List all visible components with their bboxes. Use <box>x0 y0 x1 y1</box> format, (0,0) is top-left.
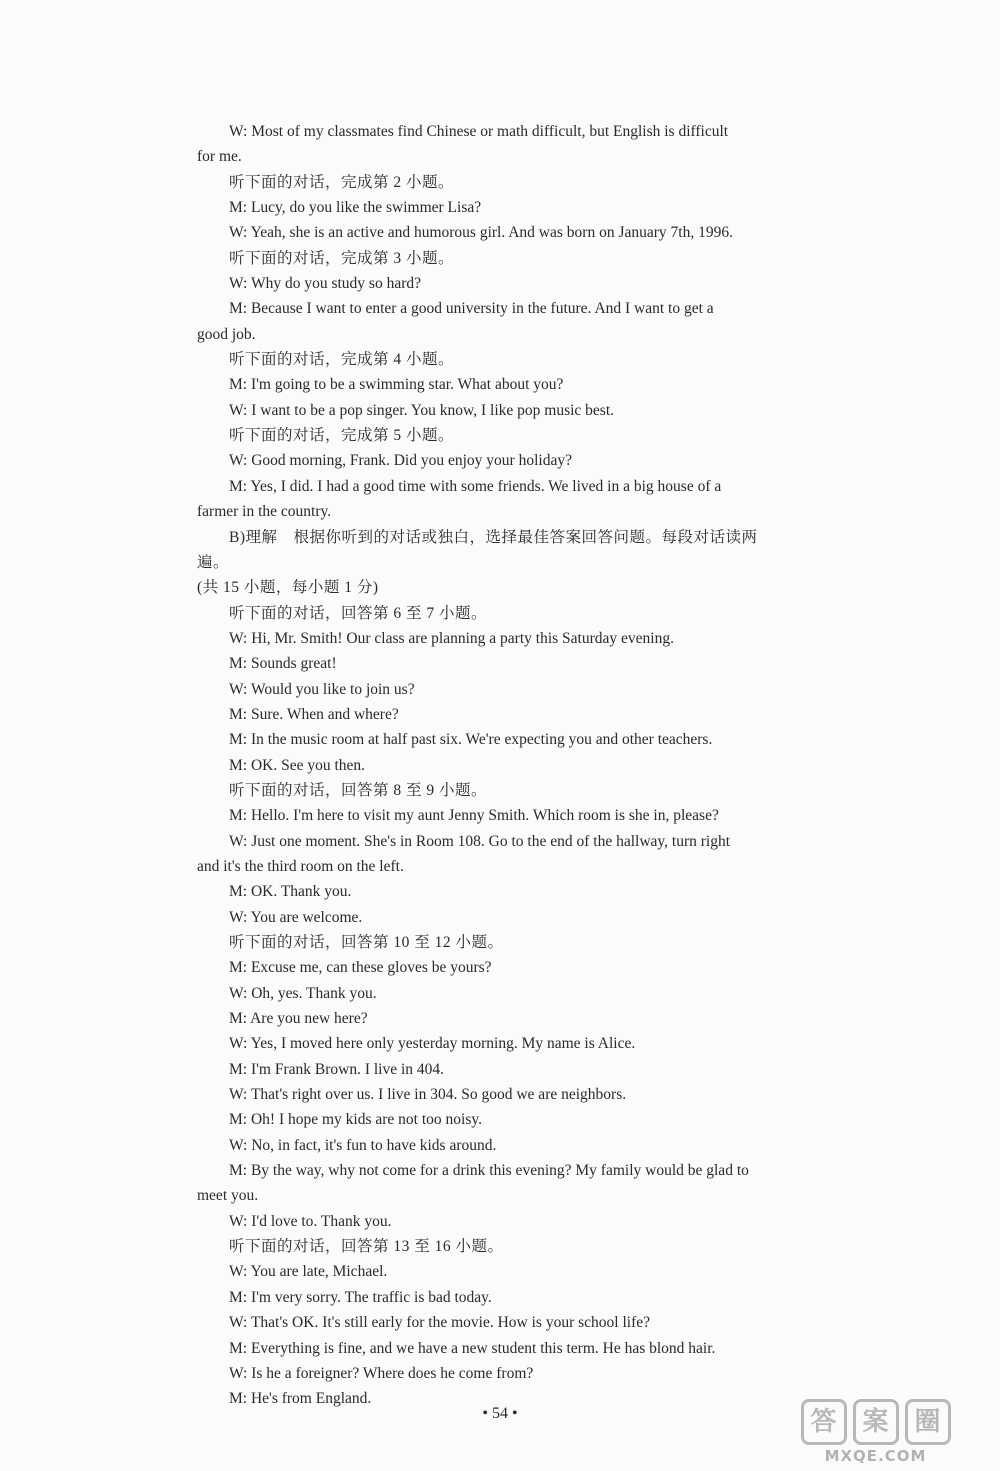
dialogue-line: W: No, in fact, it's fun to have kids around. <box>229 1136 497 1154</box>
dialogue-line: W: Why do you study so hard? <box>229 275 422 293</box>
dialogue-line: M: Oh! I hope my kids are not too noisy. <box>229 1111 482 1129</box>
dialogue-line: good job. <box>197 325 256 343</box>
dialogue-line: W: Oh, yes. Thank you. <box>229 984 377 1002</box>
dialogue-line: W: Yes, I moved here only yesterday morning. My name is Alice. <box>229 1035 636 1053</box>
dialogue-line: W: Just one moment. She's in Room 108. Go to the end of the hallway, turn right <box>229 832 731 850</box>
dialogue-line: M: I'm going to be a swimming star. What about you? <box>229 376 564 394</box>
section-heading: 听下面的对话，完成第 4 小题。 <box>229 351 455 369</box>
dialogue-line: W: Is he a foreigner? Where does he come from? <box>229 1364 534 1382</box>
watermark-glyph: 圈 <box>905 1399 951 1445</box>
dialogue-line: M: By the way, why not come for a drink this evening? My family would be glad to <box>229 1162 749 1180</box>
dialogue-line: W: Good morning, Frank. Did you enjoy your holiday? <box>229 452 572 470</box>
dialogue-line: W: Yeah, she is an active and humorous girl. And was born on January 7th, 1996. <box>229 224 733 242</box>
dialogue-line: M: Lucy, do you like the swimmer Lisa? <box>229 199 482 217</box>
dialogue-line: and it's the third room on the left. <box>197 857 404 875</box>
dialogue-line: W: That's OK. It's still early for the movie. How is your school life? <box>229 1314 650 1332</box>
dialogue-line: W: You are late, Michael. <box>229 1263 388 1281</box>
dialogue-line: farmer in the country. <box>197 503 332 521</box>
dialogue-line: W: Would you like to join us? <box>229 680 415 698</box>
dialogue-line: M: OK. See you then. <box>229 756 366 774</box>
dialogue-line: M: OK. Thank you. <box>229 883 352 901</box>
watermark-glyph: 答 <box>801 1399 847 1445</box>
section-heading: 听下面的对话，回答第 10 至 12 小题。 <box>229 934 504 951</box>
section-heading: (共 15 小题，每小题 1 分) <box>197 579 379 597</box>
section-heading: B)理解 根据你听到的对话或独白，选择最佳答案回答问题。每段对话读两遍。 <box>197 528 758 571</box>
page-number: • 54 • <box>482 1405 518 1422</box>
dialogue-line: M: I'm Frank Brown. I live in 404. <box>229 1060 445 1078</box>
dialogue-line: W: Most of my classmates find Chinese or math difficult, but English is difficult <box>229 123 729 140</box>
dialogue-line: W: I want to be a pop singer. You know, I like pop music best. <box>229 401 615 419</box>
dialogue-line: meet you. <box>197 1187 259 1205</box>
dialogue-line: for me. <box>197 148 242 166</box>
section-heading: 听下面的对话，完成第 5 小题。 <box>229 427 455 445</box>
watermark-glyph: 案 <box>853 1399 899 1445</box>
dialogue-line: W: I'd love to. Thank you. <box>229 1212 392 1230</box>
section-heading: 听下面的对话，完成第 2 小题。 <box>229 173 455 191</box>
dialogue-line: M: Because I want to enter a good university in the future. And I want to get a <box>229 300 714 318</box>
section-heading: 听下面的对话，完成第 3 小题。 <box>229 249 455 267</box>
dialogue-line: M: Are you new here? <box>229 1010 368 1028</box>
document-body <box>197 119 789 1412</box>
dialogue-line: M: Yes, I did. I had a good time with some friends. We lived in a big house of a <box>229 477 722 495</box>
dialogue-line: W: You are welcome. <box>229 908 363 926</box>
section-heading: 听下面的对话，回答第 6 至 7 小题。 <box>229 604 488 622</box>
watermark-logo <box>773 1399 978 1463</box>
dialogue-line: M: I'm very sorry. The traffic is bad today. <box>229 1288 492 1306</box>
dialogue-line: W: That's right over us. I live in 304. So good we are neighbors. <box>229 1086 627 1104</box>
dialogue-line: M: Excuse me, can these gloves be yours? <box>229 959 492 977</box>
dialogue-line: M: In the music room at half past six. We're expecting you and other teachers. <box>229 731 713 749</box>
dialogue-line: M: Hello. I'm here to visit my aunt Jenny Smith. Which room is she in, please? <box>229 807 719 825</box>
section-heading: 听下面的对话，回答第 13 至 16 小题。 <box>229 1238 504 1256</box>
section-heading: 听下面的对话，回答第 8 至 9 小题。 <box>229 781 488 799</box>
dialogue-line: M: Sure. When and where? <box>229 705 399 723</box>
watermark-glyph-row <box>773 1399 978 1445</box>
dialogue-line: W: Hi, Mr. Smith! Our class are planning a party this Saturday evening. <box>229 629 674 647</box>
dialogue-line: M: He's from England. <box>229 1390 372 1408</box>
watermark-text: MXQE.COM <box>824 1447 927 1465</box>
dialogue-line: M: Everything is fine, and we have a new student this term. He has blond hair. <box>229 1339 716 1357</box>
dialogue-line: M: Sounds great! <box>229 655 337 673</box>
